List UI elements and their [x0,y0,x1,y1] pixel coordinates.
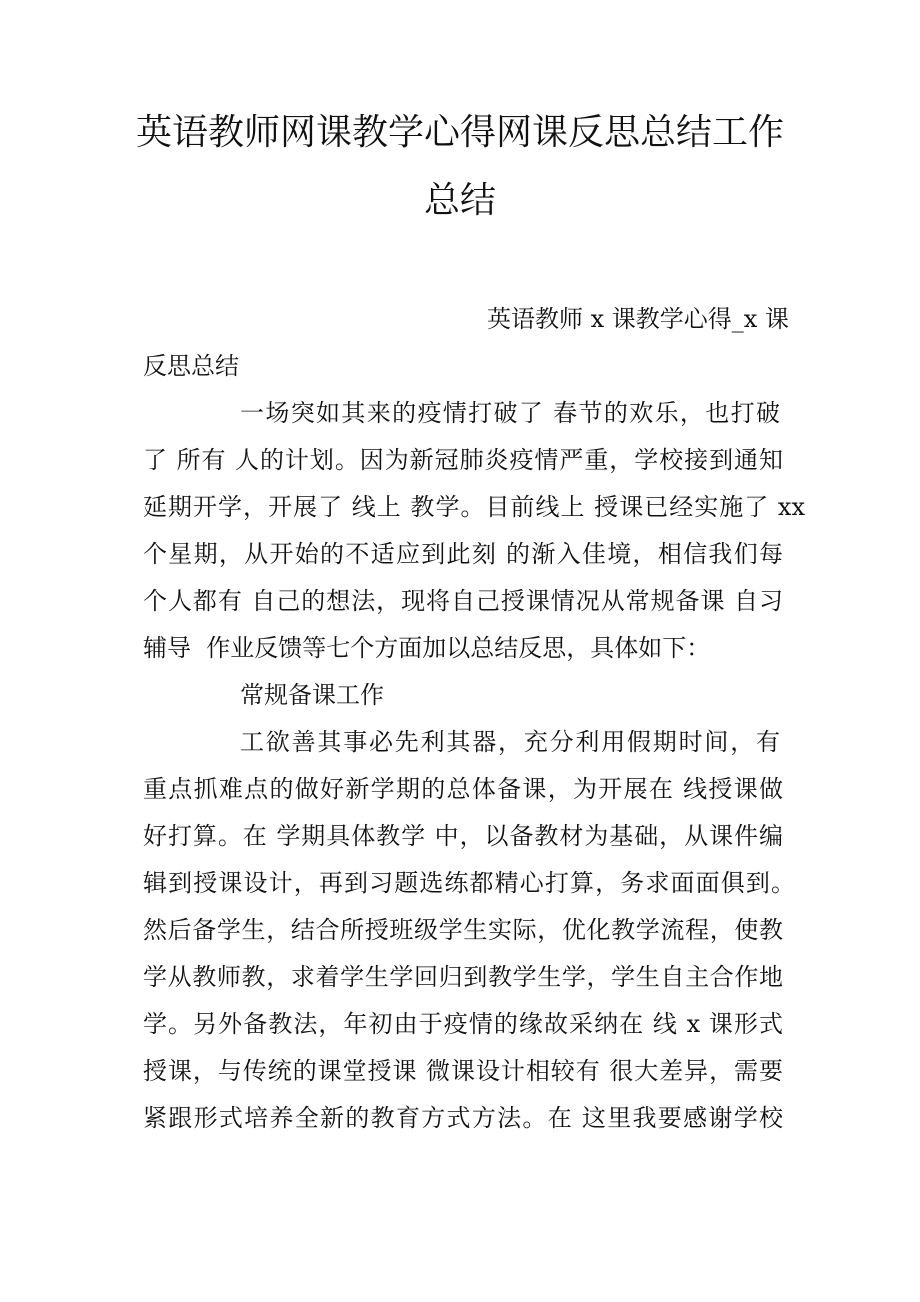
paragraph-2-line-1: 工欲善其事必先利其器，充分利用假期时间，有 [240,728,780,756]
paragraph-1-line-4: 个星期，从开始的不适应到此刻 的渐入佳境，相信我们每 [143,540,783,568]
paragraph-2-line-3: 好打算。在 学期具体教学 中，以备教材为基础，从课件编 [143,822,783,850]
paragraph-1-line-3: 延期开学，开展了 线上 教学。目前线上 授课已经实施了 xx [143,493,805,521]
document-title-line-2: 总结 [423,180,496,221]
paragraph-1-line-5: 个人都有 自己的想法，现将自己授课情况从常规备课 自习 [143,587,783,615]
document-subtitle: 英语教师 x 课教学心得_x 课 [487,305,789,333]
paragraph-2-line-8: 授课，与传统的课堂授课 微课设计相较有 很大差异，需要 [143,1057,783,1085]
paragraph-2-line-6: 学从教师教，求着学生学回归到教学生学，学生自主合作地 [143,963,783,991]
section-heading-regular-lesson-prep: 常规备课工作 [240,681,384,709]
paragraph-2-line-9: 紧跟形式培养全新的教育方式方法。在 这里我要感谢学校 [143,1104,783,1132]
paragraph-2-line-2: 重点抓难点的做好新学期的总体备课，为开展在 线授课做 [143,775,783,803]
paragraph-2-line-7: 学。另外备教法，年初由于疫情的缘故采纳在 线 x 课形式 [143,1010,783,1038]
paragraph-2-line-5: 然后备学生，结合所授班级学生实际，优化教学流程，使教 [143,916,783,944]
document-subtitle-continuation: 反思总结 [143,352,239,380]
document-title-line-1: 英语教师网课教学心得网课反思总结工作 [135,112,784,153]
paragraph-2-line-4: 辑到授课设计，再到习题选练都精心打算，务求面面俱到。 [143,869,795,897]
paragraph-1-line-1: 一场突如其来的疫情打破了 春节的欢乐，也打破 [240,399,780,427]
paragraph-1-line-2: 了 所有 人的计划。因为新冠肺炎疫情严重，学校接到通知 [143,446,783,474]
paragraph-1-line-6: 辅导 作业反馈等七个方面加以总结反思，具体如下： [143,634,711,662]
